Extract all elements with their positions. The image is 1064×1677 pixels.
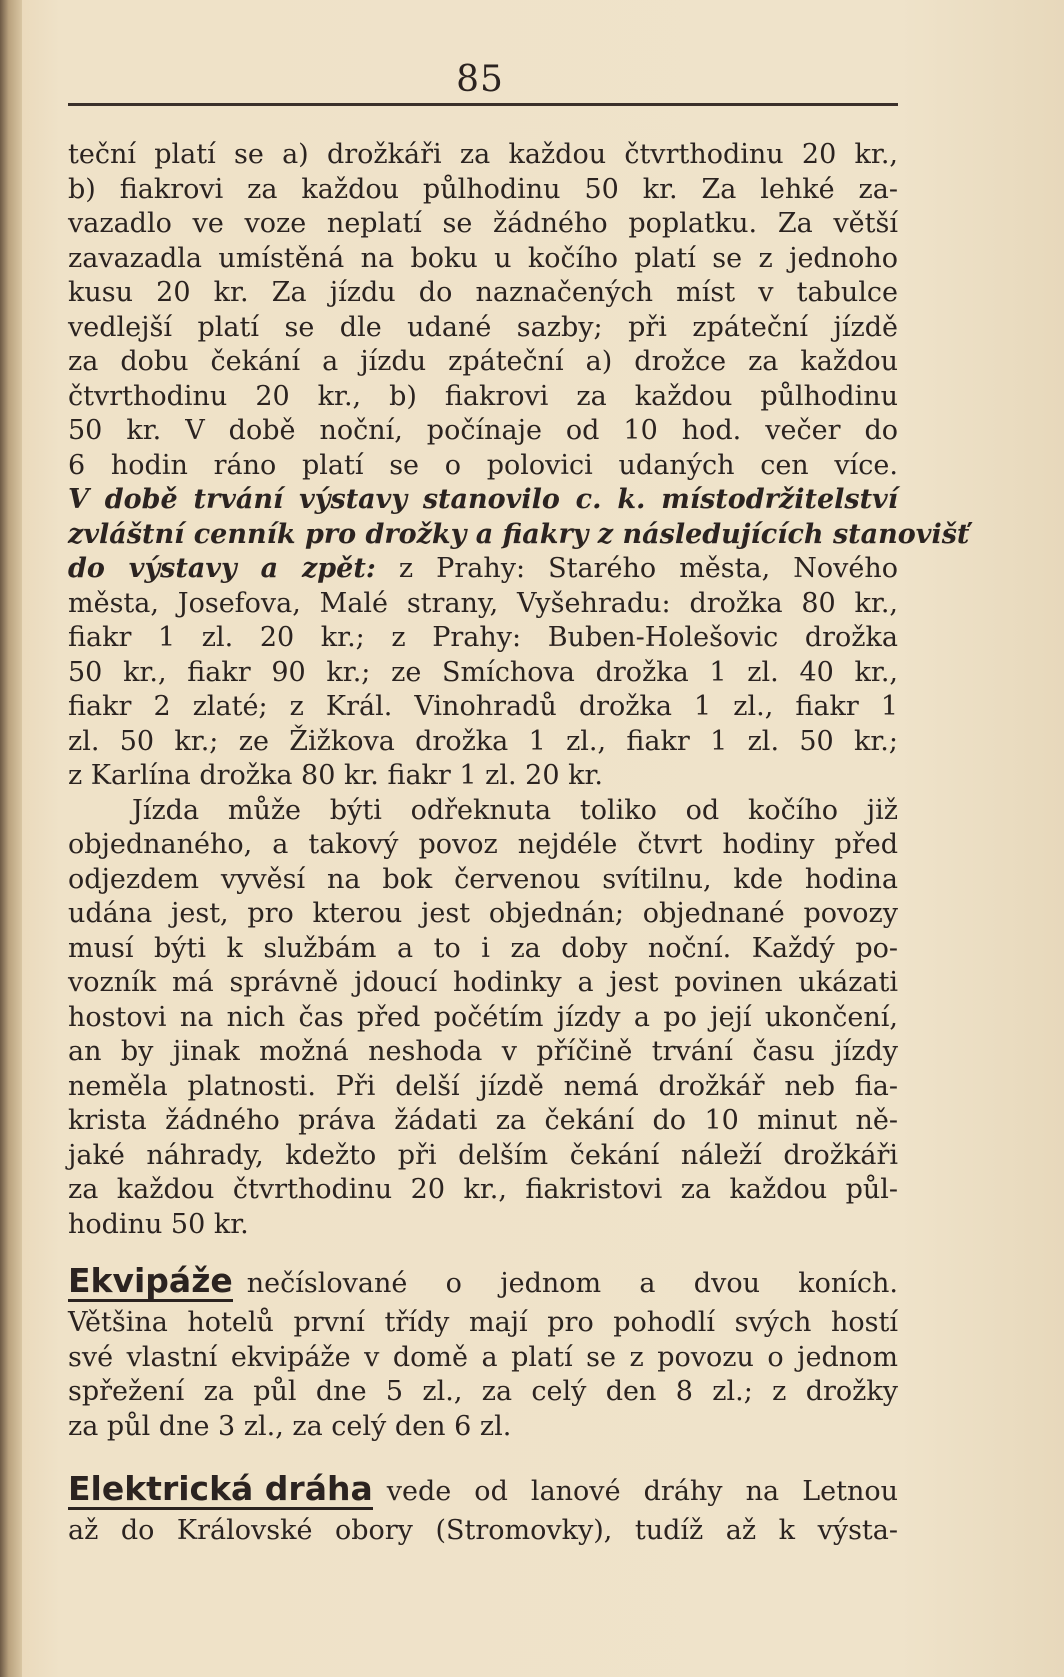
text-line: [68, 552, 898, 587]
text-line: vazadlo ve voze neplatí se žádného poplatku. Za větší: [68, 208, 898, 239]
text-line: za dobu čekání a jízdu zpáteční a) drožce za každou: [68, 346, 898, 377]
text-line: udána jest, pro kterou jest objednán; objednané povozy: [68, 898, 898, 929]
text-line: vozník má správně jdoucí hodinky a jest povinen ukázati: [68, 967, 898, 998]
text-line: fiakr 1 zl. 20 kr.; z Prahy: Buben-Holešovic drožka: [68, 622, 898, 653]
text-phrase: z Prahy: Starého města, Nového: [375, 553, 898, 584]
text-line: za každou čtvrthodinu 20 kr., fiakristovi za každou půl-: [68, 1174, 898, 1205]
text-line: krista žádného práva žádati za čekání do 10 minut ně-: [68, 1105, 898, 1136]
text-line: Většina hotelů první třídy mají pro pohodlí svých hostí: [68, 1307, 898, 1338]
text-line: čtvrthodinu 20 kr., b) fiakrovi za každou půlhodinu: [68, 380, 898, 412]
section-ekvipaze-heading-line: [68, 1262, 898, 1306]
section-heading: Ekvipáže: [68, 1261, 233, 1300]
italic-text-line: V době trvání výstavy stanovilo c. k. místodržitelství: [68, 484, 898, 515]
text-line: města, Josefova, Malé strany, Vyšehradu: drožka 80 kr.,: [68, 587, 898, 619]
text-line: zavazadla umístěná na boku u kočího platí se z jednoho: [68, 242, 898, 274]
text-line: musí býti k službám a to i za doby noční. Každý po-: [68, 932, 898, 964]
heading-rest: nečíslované o jednom a dvou koních.: [246, 1268, 898, 1299]
book-spine-edge: [0, 0, 22, 1677]
page-text: [68, 138, 970, 1549]
text-line: b) fiakrovi za každou půlhodinu 50 kr. Za lehké za-: [68, 173, 898, 205]
text-line: Jízda může býti odřeknuta toliko od kočího již: [132, 794, 898, 826]
text-line: spřežení za půl dne 5 zl., za celý den 8 zl.; z drožky: [68, 1376, 898, 1407]
italic-phrase: do výstavy a zpět:: [68, 553, 376, 584]
page-number: 85: [456, 59, 504, 100]
italic-text-line: zvláštní cenník pro drožky a fiakry z následujících stanovišť: [68, 518, 970, 550]
heading-rest: vede od lanové dráhy na Letnou: [386, 1476, 898, 1507]
section-heading: Elektrická dráha: [68, 1469, 373, 1508]
text-line: z Karlína drožka 80 kr. fiakr 1 zl. 20 kr.: [68, 760, 604, 791]
text-line: až do Královské obory (Stromovky), tudíž až k výsta-: [68, 1515, 898, 1546]
header-rule: [68, 103, 898, 106]
text-line: neměla platnosti. Při delší jízdě nemá drožkář neb fia-: [68, 1070, 898, 1102]
text-line: objednaného, a takový povoz nejdéle čtvrt hodiny před: [68, 829, 898, 860]
text-line: za půl dne 3 zl., za celý den 6 zl.: [68, 1410, 512, 1442]
text-line: jaké náhrady, kdežto při delším čekání náleží drožkáři: [68, 1139, 898, 1171]
text-line: fiakr 2 zlaté; z Král. Vinohradů drožka 1 zl., fiakr 1: [68, 691, 898, 722]
text-line: odjezdem vyvěsí na bok červenou svítilnu, kde hodina: [68, 863, 898, 895]
text-line: vedlejší platí se dle udané sazby; při zpáteční jízdě: [68, 311, 898, 343]
text-line: své vlastní ekvipáže v domě a platí se z povozu o jednom: [68, 1341, 898, 1373]
section-elektricka-heading-line: [68, 1470, 898, 1514]
text-line: 50 kr. V době noční, počínaje od 10 hod. večer do: [68, 415, 898, 446]
text-line: kusu 20 kr. Za jízdu do naznačených míst v tabulce: [68, 277, 898, 308]
text-line: teční platí se a) drožkáři za každou čtvrthodinu 20 kr.,: [68, 139, 898, 170]
text-line: 50 kr., fiakr 90 kr.; ze Smíchova drožka 1 zl. 40 kr.,: [68, 656, 898, 688]
text-line: an by jinak možná neshoda v příčině trvání času jízdy: [68, 1036, 898, 1067]
text-line: 6 hodin ráno platí se o polovici udaných cen více.: [68, 449, 898, 481]
text-line: hostovi na nich čas před počétím jízdy a po její ukončení,: [68, 1001, 898, 1033]
text-line: hodinu 50 kr.: [68, 1208, 249, 1240]
text-line: zl. 50 kr.; ze Žižkova drožka 1 zl., fiakr 1 zl. 50 kr.;: [68, 725, 898, 757]
